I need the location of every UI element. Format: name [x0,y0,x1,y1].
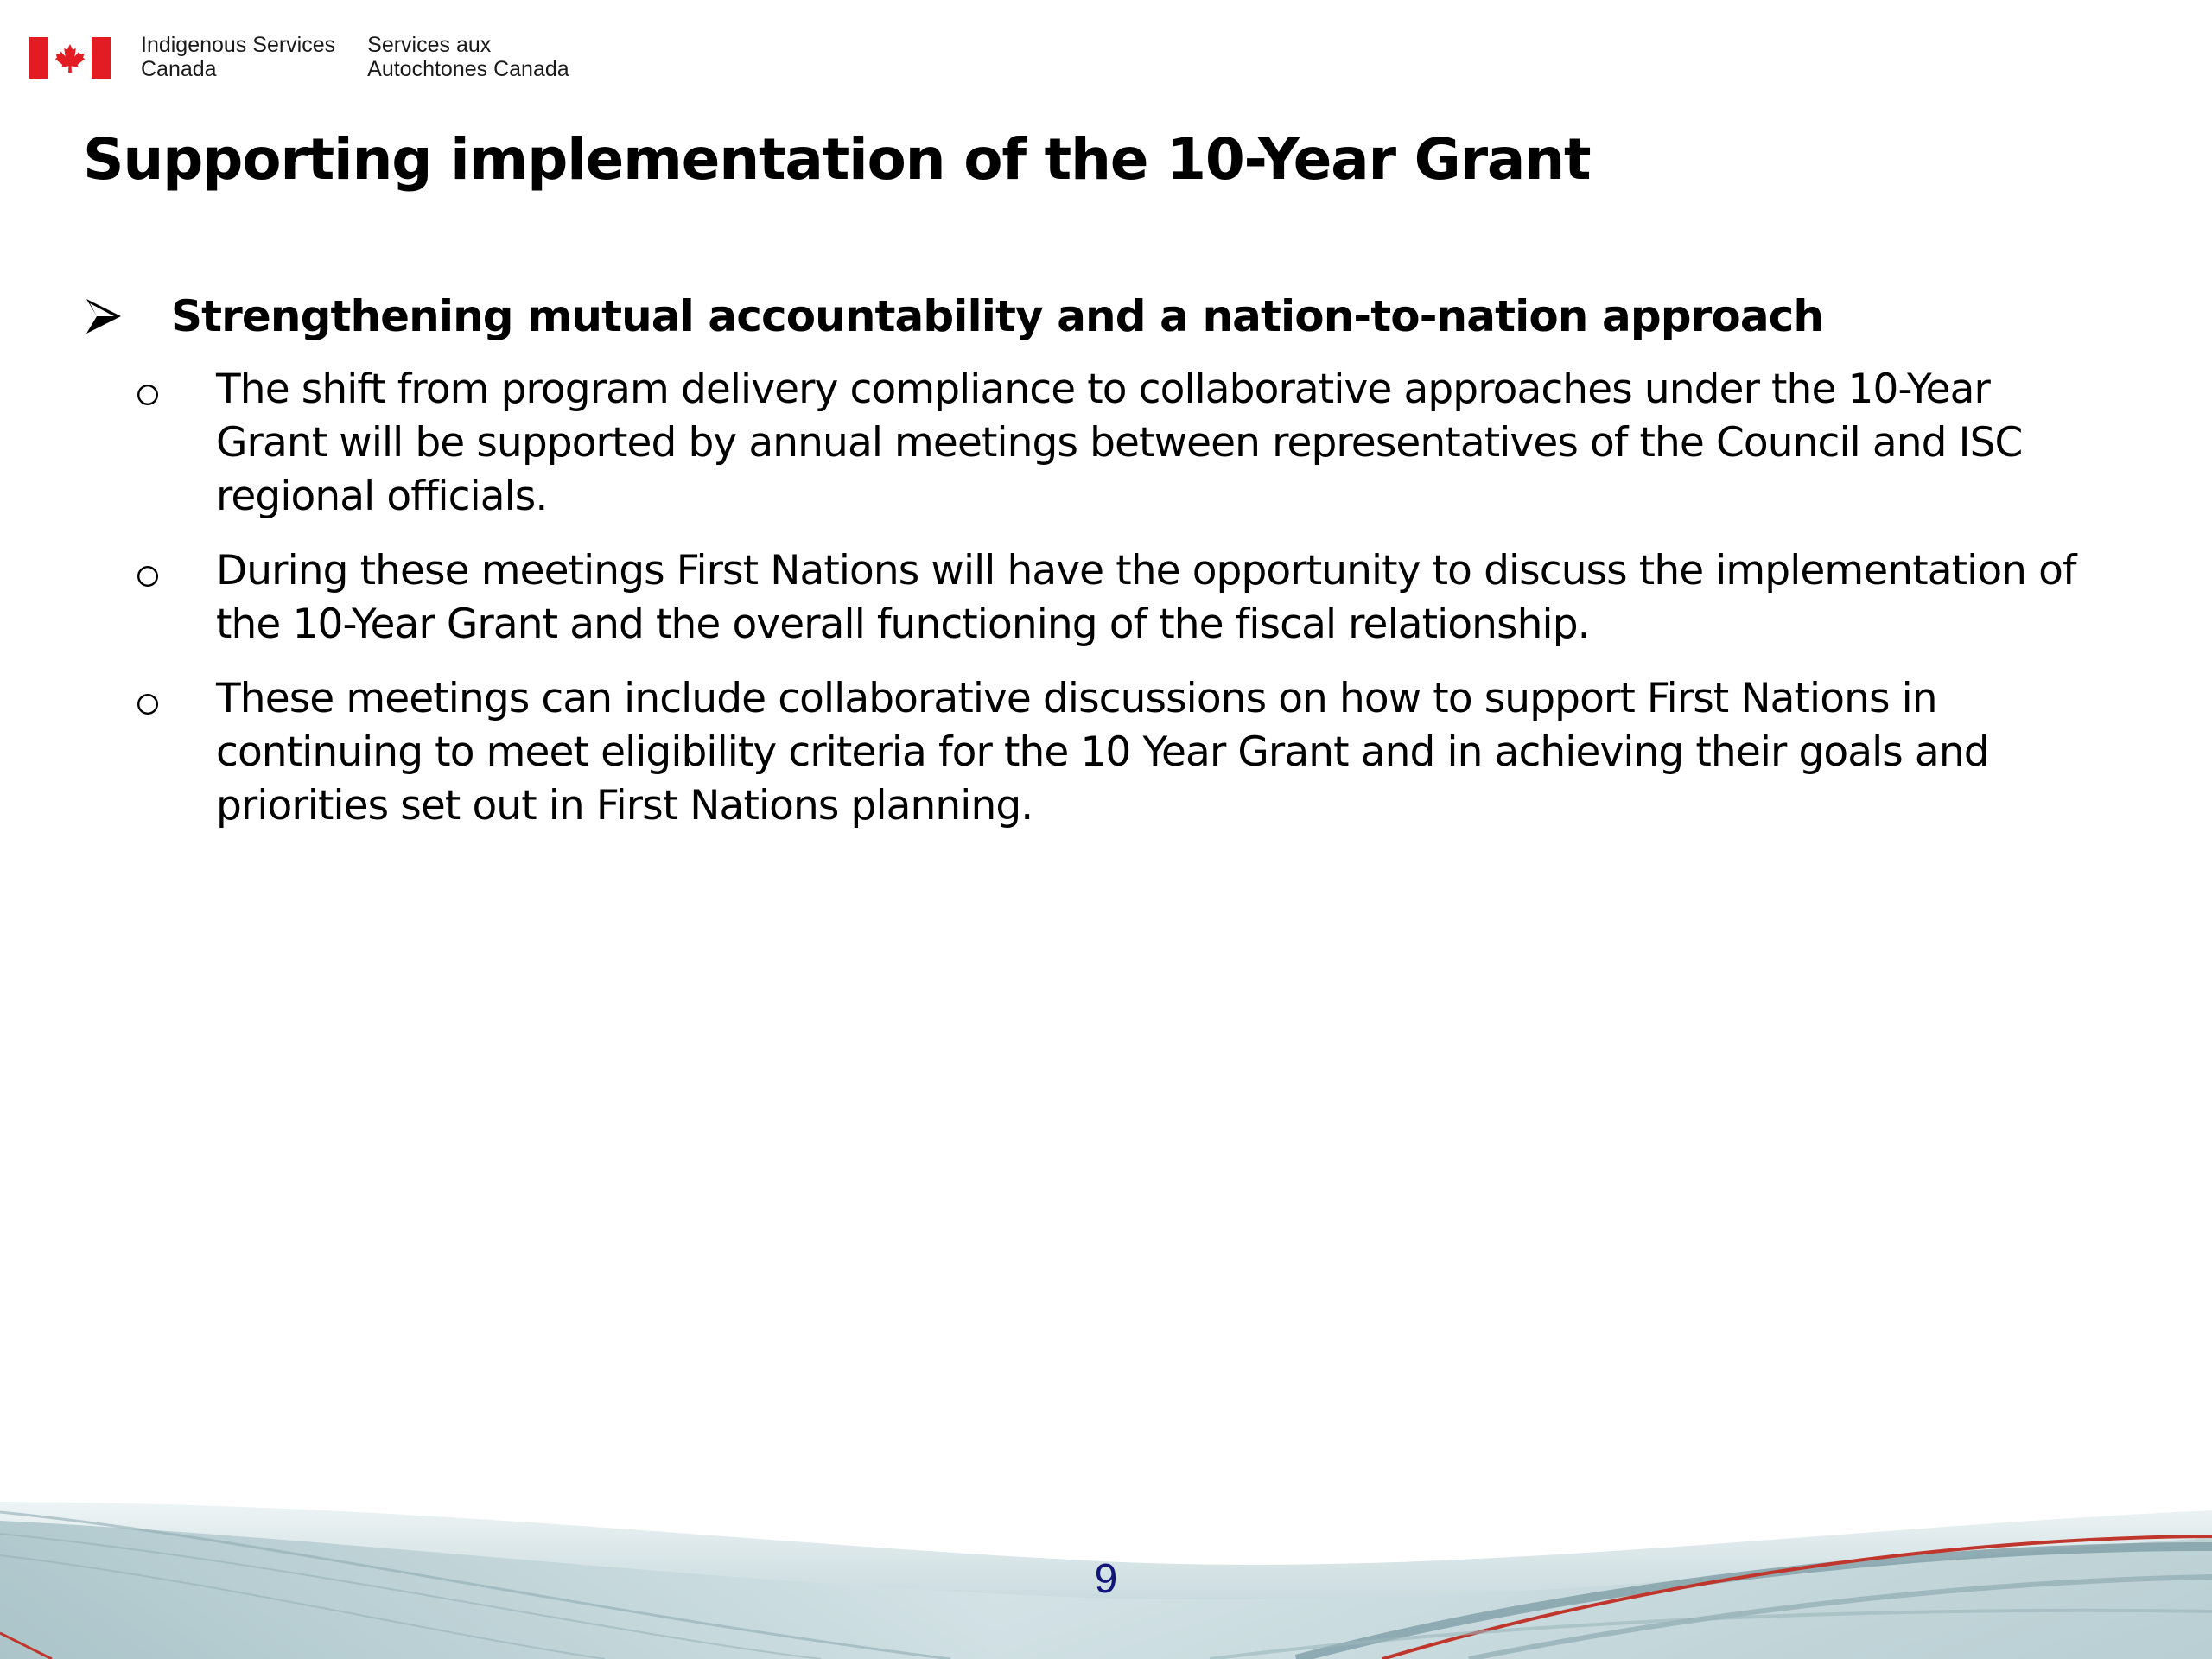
org-name-french [367,33,569,81]
list-item-text: During these meetings First Nations will have the opportunity to discuss the implementation of the 10-Year Grant and the overall functioning of the fiscal relationship. [216,547,2076,648]
arrow-bullet-icon [83,296,124,337]
org-name-french-line2: Autochtones Canada [367,57,569,81]
circle-bullet-icon [137,694,158,715]
org-name-english-line1: Indigenous Services [141,33,336,57]
circle-bullet-icon [137,566,158,587]
circle-bullet-icon [137,385,158,405]
org-name-english [141,33,335,81]
main-point [83,285,2096,347]
section-heading: Strengthening mutual accountability and a nation-to-nation approach [171,291,1824,341]
slide-content [83,285,2096,854]
org-name-english-line2: Canada [141,57,217,81]
org-name-french-line1: Services aux [367,33,492,57]
page-number: 9 [1094,1556,1118,1602]
canada-flag-icon [29,37,111,79]
list-item [83,544,2096,652]
header [29,33,569,85]
list-item-text: The shift from program delivery compliance to collaborative approaches under the 10-Year Grant will be supported by annual meetings between representatives of the Council and ISC regional officials. [216,365,2023,520]
slide-title: Supporting implementation of the 10-Year Grant [83,126,1591,193]
sub-point-list [83,363,2096,833]
list-item [83,672,2096,833]
list-item-text: These meetings can include collaborative discussions on how to support First Nations in continuing to meet eligibility criteria for the 10 Year Grant and in achieving their goals and priorities set out in First Nations planning. [216,675,1989,830]
list-item [83,363,2096,524]
